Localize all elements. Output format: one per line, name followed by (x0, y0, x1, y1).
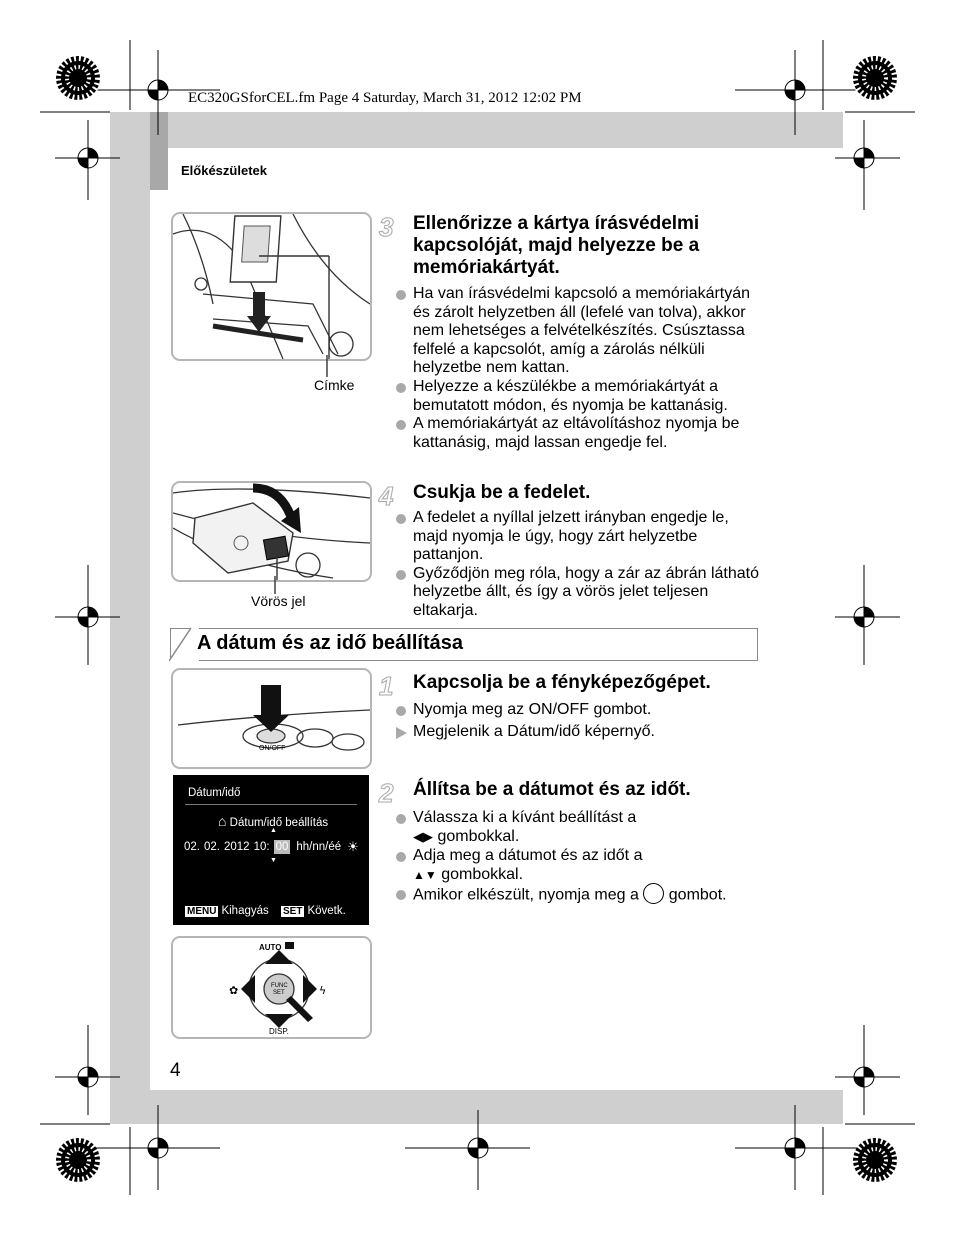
disp-label: DISP. (269, 1027, 289, 1036)
lcd-minute-selected: 00 (275, 841, 289, 853)
menu-key-icon: MENU (187, 905, 217, 917)
lcd-title: Dátum/idő (188, 787, 241, 799)
close-cover-illustration (171, 481, 372, 582)
power-button-drawing (173, 670, 370, 767)
step-2-bullet-3-text: Amikor elkészült, nyomja meg a (413, 887, 639, 905)
red-mark-callout-line (273, 576, 283, 594)
step-2-bullet-3-tail: gombot. (668, 887, 727, 905)
step-3-bullet-2-text: Helyezze a készülékbe a memóriakártyát a bemutatott módon, és nyomja be kattanásig. (413, 377, 728, 414)
date-time-section-title: A dátum és az idő beállítása (197, 632, 464, 654)
step-2-bullet-3 (395, 885, 759, 906)
power-button-illustration (171, 668, 372, 769)
step-1-result-text: Megjelenik a Dátum/idő képernyő. (413, 722, 655, 740)
flash-icon: ϟ (319, 984, 327, 997)
lcd-set-hint (281, 905, 346, 917)
step-4-title: Csukja be a fedelet. (413, 482, 591, 503)
step-2-bullet-1 (395, 809, 759, 846)
step-3-number: 3 (379, 212, 394, 242)
page-number: 4 (170, 1060, 181, 1081)
lcd-set-label: Követk. (307, 905, 346, 917)
control-pad-illustration (171, 936, 372, 1039)
band-corner-cut (169, 627, 199, 662)
step-4-bullet-1 (395, 509, 759, 565)
step-1-bullet-1-text: Nyomja meg az ON/OFF gombot. (413, 701, 652, 718)
step-3-bullet-3 (395, 415, 759, 452)
red-mark-caption: Vörös jel (251, 593, 306, 609)
onoff-label: ON/OFF (259, 745, 286, 752)
lcd-divider (185, 804, 357, 805)
lcd-menu-hint (185, 905, 269, 917)
step-3-bullet-1 (395, 285, 759, 378)
step-1-title: Kapcsolja be a fényképezőgépet. (413, 672, 711, 693)
step-4-bullet-2 (395, 565, 759, 621)
home-icon: ⌂ (218, 813, 227, 829)
close-cover-drawing (173, 483, 370, 580)
card-insert-drawing (173, 214, 370, 359)
control-pad-drawing (173, 938, 370, 1037)
step-1-bullets (395, 701, 745, 741)
step-4-number: 4 (379, 481, 394, 511)
func-set-button-icon (643, 883, 664, 904)
lcd-up-arrow-icon: ▲ (270, 827, 277, 834)
camera-icon (285, 942, 294, 949)
step-2-bullet-2 (395, 847, 759, 884)
section-title: Előkészületek (181, 163, 267, 178)
lcd-year: 2012 (224, 841, 250, 853)
step-2-title: Állítsa be a dátumot és az időt. (413, 779, 691, 800)
step-2-bullet-1-tail: gombokkal. (437, 827, 520, 845)
step-1-number: 1 (379, 671, 394, 701)
lcd-day: 02. (184, 841, 200, 853)
up-down-arrows-icon: ▲▼ (413, 867, 437, 882)
lcd-menu-label: Kihagyás (221, 905, 269, 917)
left-right-arrows-icon: ◀▶ (413, 828, 433, 844)
lcd-month: 02. (204, 841, 220, 853)
step-2-bullet-2-text: Adja meg a dátumot és az időt a (413, 847, 643, 865)
step-4-bullet-1-text: A fedelet a nyíllal jelzett irányban engedje le, majd nyomja le úgy, hogy zárt helyzetbe pattanjon. (413, 509, 729, 564)
step-3-bullet-3-text: A memóriakártyát az eltávolításhoz nyomja be kattanásig, majd lassan engedje fel. (413, 415, 740, 451)
step-1-result (395, 723, 745, 742)
auto-mode-label: AUTO (259, 943, 282, 952)
func-label-line2: SET (273, 990, 285, 996)
card-insert-illustration (171, 212, 372, 361)
file-info-header: EC320GSforCEL.fm Page 4 Saturday, March 31, 2012 12:02 PM (188, 90, 582, 106)
step-4-bullet-2-text: Győződjön meg róla, hogy a zár az ábrán látható helyzetbe állt, és így a vörös jelet teljesen eltakarja. (413, 564, 759, 619)
step-3-bullets (395, 285, 759, 452)
step-4-bullets (395, 509, 759, 621)
step-2-bullets (395, 809, 759, 906)
daylight-saving-off-icon: ☀ (347, 839, 359, 854)
step-1-bullet-1 (395, 701, 745, 720)
step-3-title: Ellenőrizze a kártya írásvédelmi kapcsolóját, majd helyezze be a memóriakártyát. (413, 213, 700, 278)
lcd-subtitle: Dátum/idő beállítás (229, 817, 329, 829)
step-2-bullet-1-text: Válassza ki a kívánt beállítást a (413, 809, 637, 826)
lcd-format: hh/nn/éé (296, 841, 342, 853)
lcd-hour: 10: (253, 841, 270, 853)
step-2-bullet-2-tail: gombokkal. (441, 865, 524, 883)
card-label-caption: Címke (314, 377, 355, 393)
step-3-bullet-2 (395, 378, 759, 415)
step-2-number: 2 (379, 778, 394, 808)
set-key-icon: SET (283, 905, 303, 917)
func-label-line1: FUNC (271, 983, 288, 989)
card-callout-line (325, 355, 335, 377)
step-3-bullet-1-text: Ha van írásvédelmi kapcsoló a memóriakártyán és zárolt helyzetben áll (lefelé van tolva), akkor nem lehetséges a felvételkészítés. Csúsztassa felfelé a kapcsolót, amíg a zárolás nélküli helyzetbe nem kattan. (413, 285, 751, 377)
date-time-lcd-screen (173, 775, 369, 925)
date-time-section-band (170, 628, 758, 661)
macro-flower-icon: ✿ (229, 984, 239, 997)
lcd-datetime-row (184, 837, 359, 857)
lcd-down-arrow-icon: ▼ (270, 857, 277, 864)
